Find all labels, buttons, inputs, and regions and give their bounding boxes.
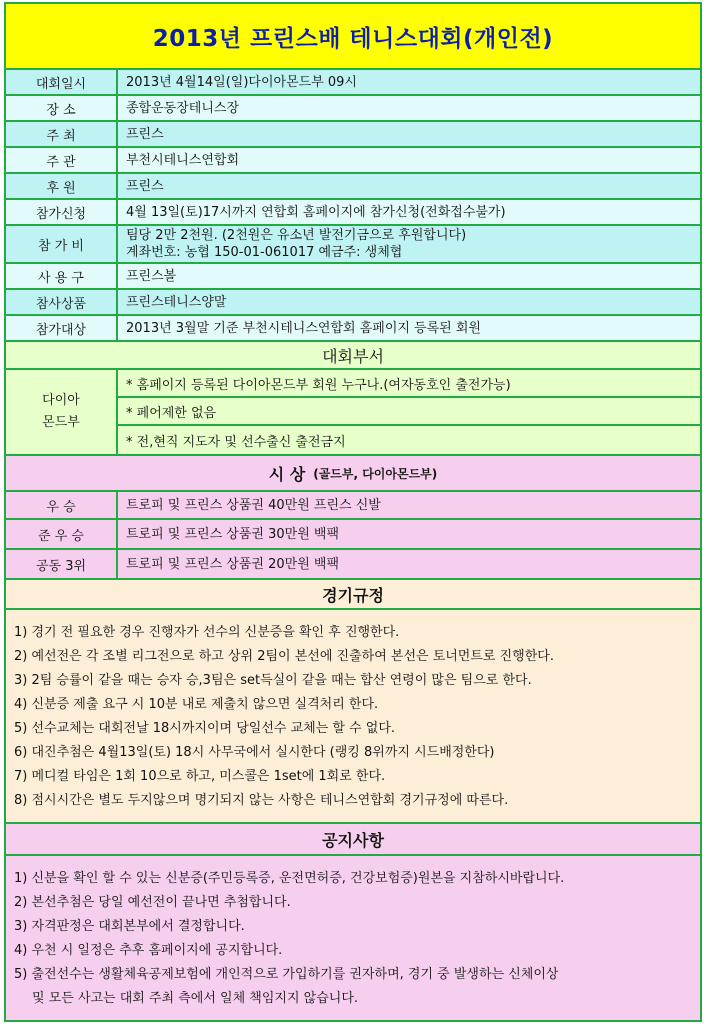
notice-header-text: 공지사항 — [322, 830, 384, 850]
award-value: 트로피 및 프린스 상품권 40만원 프린스 신발 — [126, 497, 381, 513]
info-row-fee — [6, 226, 700, 264]
rule-item: 3) 2팀 승률이 같을 때는 승자 승,3팀은 set득실이 같을 때는 합산 연령이 많은 팀으로 한다. — [14, 672, 532, 688]
info-value — [118, 226, 700, 262]
notice-header — [6, 824, 700, 856]
division-label — [6, 370, 118, 454]
info-row-registration — [6, 200, 700, 226]
notice-item: 1) 신분을 확인 할 수 있는 신분증(주민등록증, 운전면허증, 건강보험증)원본을 지참하시바랍니다. — [14, 870, 565, 886]
award-label: 우 승 — [6, 492, 118, 518]
award-value: 트로피 및 프린스 상품권 30만원 백팩 — [126, 526, 340, 542]
division-block — [6, 370, 700, 456]
info-row-organizer — [6, 148, 700, 174]
info-row-date — [6, 70, 700, 96]
notice-item-continuation: 및 모든 사고는 대회 주최 측에서 일체 책임지지 않습니다. — [32, 990, 359, 1006]
rule-item: 6) 대진추첨은 4월13일(토) 18시 사무국에서 실시한다 (랭킹 8위까지 시드배정한다) — [14, 744, 495, 760]
division-item: * 페어제한 없음 — [118, 398, 700, 426]
fee-line: 팀당 2만 2천원. (2천원은 유소년 발전기금으로 후원합니다) — [126, 228, 467, 243]
award-label: 준 우 승 — [6, 520, 118, 548]
info-row-venue — [6, 96, 700, 122]
rules-header-text: 경기규정 — [322, 585, 384, 605]
info-label: 후 원 — [6, 174, 118, 198]
info-value: 프린스 — [126, 178, 164, 194]
info-value: 프린스테니스양말 — [126, 294, 227, 310]
rules-header — [6, 580, 700, 610]
info-label: 참가신청 — [6, 200, 118, 224]
info-label: 주 관 — [6, 148, 118, 172]
division-label-line1: 다이아 — [42, 393, 80, 408]
info-value: 4월 13일(토)17시까지 연합회 홈페이지에 참가신청(전화접수불가) — [126, 204, 506, 220]
rule-item: 2) 예선전은 각 조별 리그전으로 하고 상위 2팀이 본선에 진출하여 본선은 토너먼트로 진행한다. — [14, 648, 554, 664]
info-value: 프린스볼 — [126, 268, 177, 284]
info-label: 참 가 비 — [6, 226, 118, 262]
division-header — [6, 342, 700, 370]
info-row-host — [6, 122, 700, 148]
account-line: 계좌번호: 농협 150-01-061017 예금주: 생체협 — [126, 245, 403, 260]
rules-list — [6, 610, 700, 824]
award-value: 트로피 및 프린스 상품권 20만원 백팩 — [126, 556, 340, 572]
notice-item: 4) 우천 시 일정은 추후 홈페이지에 공지합니다. — [14, 942, 283, 958]
division-item: * 홈페이지 등록된 다이아몬드부 회원 누구나.(여자동호인 출전가능) — [118, 370, 700, 398]
notice-list — [6, 856, 700, 1020]
info-value: 부천시테니스연합회 — [126, 152, 240, 168]
notice-item: 5) 출전선수는 생활체육공제보험에 개인적으로 가입하기를 권자하며, 경기 중 발생하는 신체이상 — [14, 966, 559, 982]
info-label: 사 용 구 — [6, 264, 118, 288]
info-row-gift — [6, 290, 700, 316]
award-row-third — [6, 550, 700, 580]
info-row-sponsor — [6, 174, 700, 200]
title-banner — [6, 4, 700, 70]
info-value: 종합운동장테니스장 — [126, 100, 240, 116]
notice-item: 3) 자격판정은 대회본부에서 결정합니다. — [14, 918, 245, 934]
division-item: * 전,현직 지도자 및 선수출신 출전금지 — [126, 434, 346, 450]
info-label: 참사상품 — [6, 290, 118, 314]
info-value: 프린스 — [126, 126, 164, 142]
rule-item: 7) 메디컬 타임은 1회 10으로 하고, 미스콜은 1set에 1회로 한다. — [14, 768, 386, 784]
awards-header — [6, 456, 700, 492]
info-label: 참가대상 — [6, 316, 118, 340]
award-row-second — [6, 520, 700, 550]
award-row-first — [6, 492, 700, 520]
awards-header-text: 시 상 — [268, 464, 306, 484]
awards-header-sub: (골드부, 다이아몬드부) — [313, 466, 438, 481]
page-title: 2013년 프린스배 테니스대회(개인전) — [152, 25, 554, 52]
info-row-ball — [6, 264, 700, 290]
info-label: 대회일시 — [6, 70, 118, 94]
rule-item: 5) 선수교체는 대회전날 18시까지이며 당일선수 교체는 할 수 없다. — [14, 720, 396, 736]
tournament-notice-sheet — [4, 2, 702, 1022]
award-label: 공동 3위 — [6, 550, 118, 578]
rule-item: 1) 경기 전 필요한 경우 진행자가 선수의 신분증을 확인 후 진행한다. — [14, 624, 400, 640]
info-value: 2013년 3월말 기준 부천시테니스연합회 홈페이지 등록된 회원 — [126, 320, 481, 336]
division-header-text: 대회부서 — [322, 346, 384, 366]
rule-item: 8) 점시시간은 별도 두지않으며 명기되지 않는 사항은 테니스연합회 경기규정에 따른다. — [14, 792, 509, 808]
rule-item: 4) 신분증 제출 요구 시 10분 내로 제출치 않으면 실격처리 한다. — [14, 696, 379, 712]
notice-item: 2) 본선추첨은 당일 예선전이 끝나면 추첨합니다. — [14, 894, 291, 910]
info-label: 장 소 — [6, 96, 118, 120]
info-row-eligibility — [6, 316, 700, 342]
info-value: 2013년 4월14일(일)다이아몬드부 09시 — [126, 74, 357, 90]
division-label-line2: 몬드부 — [42, 415, 80, 430]
info-label: 주 최 — [6, 122, 118, 146]
